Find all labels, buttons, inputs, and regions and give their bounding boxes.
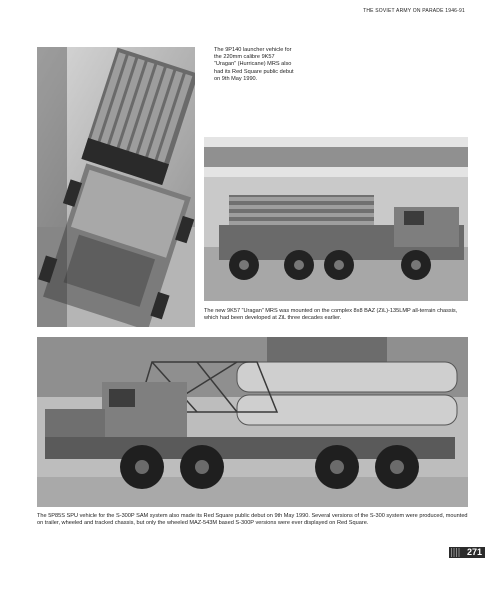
decorative-stripe (451, 548, 461, 557)
photo-uragan-overhead (37, 47, 195, 327)
caption-middle: The new 9K57 “Uragan” MRS was mounted on the complex 8x8 BAZ (ZiL)-135LMP all-terrain chassis, which had been developed at ZiL three decades earlier. (204, 308, 458, 322)
photo-uragan-side (204, 137, 468, 301)
caption-bottom: The 5P85S SPU vehicle for the S-300P SAM system also made its Red Square public debut on 9th May 1990. Several versions of the S-300 system were produced, mounted on trailer, wheeled and tracked chassis, but only the wheeled MAZ-543M based S-300P versions were ever displayed on Red Square. (37, 513, 468, 527)
page-number: 271 (466, 547, 482, 557)
photo-s300-launcher (37, 337, 468, 507)
page-number-tab (449, 547, 485, 558)
running-header: THE SOVIET ARMY ON PARADE 1946-91 (363, 8, 465, 14)
caption-top-right: The 9P140 launcher vehicle for the 220mm calibre 9K57 “Uragan” (Hurricane) MRS also had its Red Square public debut on 9th May 1990. (214, 47, 294, 82)
